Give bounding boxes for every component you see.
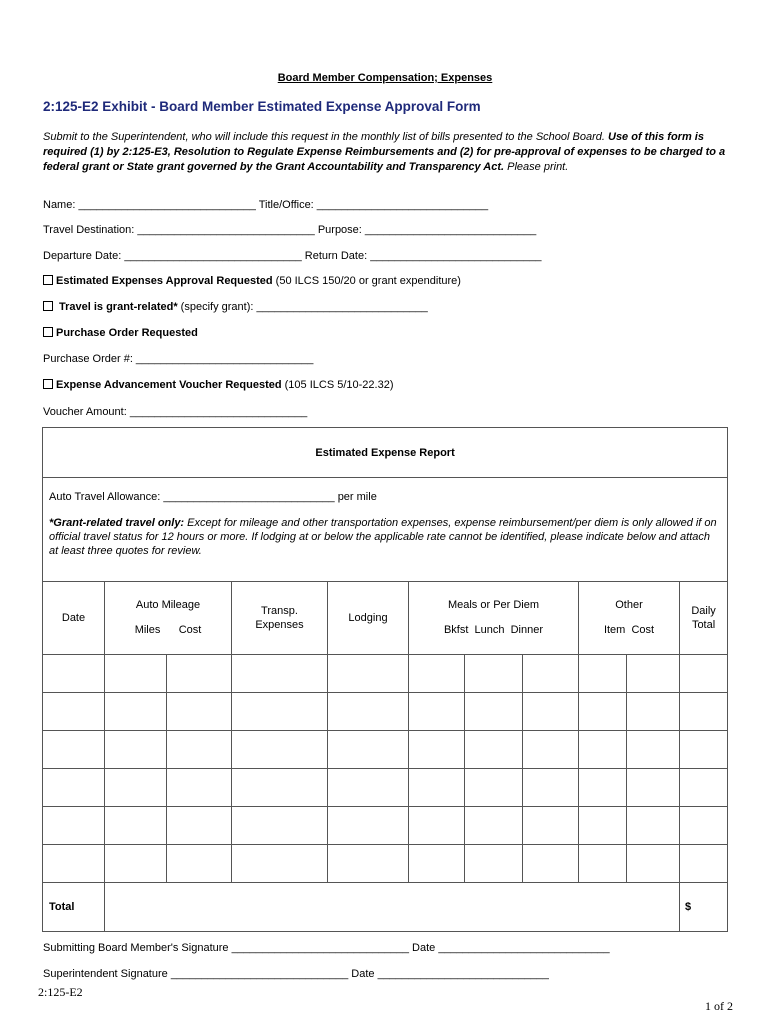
total-label: Total <box>43 883 105 932</box>
table-cell[interactable] <box>105 807 167 845</box>
expense-advancement-row <box>43 379 393 391</box>
board-member-signature-field[interactable]: Submitting Board Member's Signature _____________________________ Date ____________________________ <box>43 942 610 954</box>
estimated-expenses-label: Estimated Expenses Approval Requested <box>56 275 273 287</box>
table-cell[interactable] <box>465 807 523 845</box>
col-date: Date <box>43 582 105 655</box>
table-cell[interactable] <box>465 731 523 769</box>
table-row <box>43 807 728 845</box>
total-spacer <box>105 883 680 932</box>
destination-purpose-field[interactable]: Travel Destination: _____________________________ Purpose: ____________________________ <box>43 224 537 236</box>
col-miles-cost-label: Miles Cost <box>134 624 202 636</box>
table-cell[interactable] <box>627 807 680 845</box>
table-cell[interactable] <box>167 807 232 845</box>
expense-advancement-label: Expense Advancement Voucher Requested <box>56 379 282 391</box>
col-transp <box>232 582 328 655</box>
table-cell[interactable] <box>167 731 232 769</box>
col-item-cost-label: Item Cost <box>603 624 655 636</box>
col-meals-label: Meals or Per Diem <box>447 599 540 611</box>
grant-note-label: *Grant-related travel only: <box>49 517 185 529</box>
table-cell[interactable] <box>232 807 328 845</box>
estimated-expenses-checkbox[interactable] <box>43 275 53 285</box>
table-cell[interactable] <box>465 845 523 883</box>
table-cell[interactable] <box>232 731 328 769</box>
table-cell[interactable] <box>680 655 728 693</box>
intro-after: Please print. <box>504 161 569 173</box>
expense-report-table <box>42 427 728 932</box>
table-cell[interactable] <box>409 693 465 731</box>
table-cell[interactable] <box>232 655 328 693</box>
table-cell[interactable] <box>579 693 627 731</box>
table-cell[interactable] <box>680 769 728 807</box>
col-transp-line1: Transp. <box>261 605 298 617</box>
table-row <box>43 693 728 731</box>
table-cell[interactable] <box>409 655 465 693</box>
table-cell[interactable] <box>523 845 579 883</box>
table-cell[interactable] <box>105 769 167 807</box>
grant-related-row <box>43 301 428 313</box>
purchase-order-row <box>43 327 198 339</box>
intro-paragraph <box>43 130 733 175</box>
table-cell[interactable] <box>579 731 627 769</box>
col-other <box>579 582 680 655</box>
col-lodging: Lodging <box>328 582 409 655</box>
table-cell[interactable] <box>43 731 105 769</box>
table-cell[interactable] <box>579 807 627 845</box>
col-meals-sub-label: Bkfst Lunch Dinner <box>443 624 544 636</box>
table-cell[interactable] <box>409 731 465 769</box>
table-cell[interactable] <box>167 845 232 883</box>
table-cell[interactable] <box>232 769 328 807</box>
table-cell[interactable] <box>579 769 627 807</box>
table-cell[interactable] <box>167 769 232 807</box>
grant-specify-field[interactable]: (specify grant): ____________________________ <box>177 301 428 313</box>
table-cell[interactable] <box>43 655 105 693</box>
report-info <box>43 478 728 582</box>
footer-code: 2:125-E2 <box>38 985 83 999</box>
col-daily-line2: Total <box>691 619 716 631</box>
table-cell[interactable] <box>523 693 579 731</box>
estimated-expenses-row <box>43 275 461 287</box>
table-cell[interactable] <box>579 655 627 693</box>
table-cell[interactable] <box>465 769 523 807</box>
table-cell[interactable] <box>43 845 105 883</box>
table-cell[interactable] <box>328 807 409 845</box>
auto-allowance-field[interactable]: Auto Travel Allowance: ____________________________ per mile <box>49 491 377 503</box>
table-cell[interactable] <box>680 731 728 769</box>
grant-note <box>49 516 721 558</box>
table-cell[interactable] <box>43 769 105 807</box>
table-cell[interactable] <box>627 731 680 769</box>
table-cell[interactable] <box>523 807 579 845</box>
table-cell[interactable] <box>105 655 167 693</box>
intro-plain: Submit to the Superintendent, who will include this request in the monthly list of bills presented to the School Board. <box>43 131 608 143</box>
table-cell[interactable] <box>167 693 232 731</box>
table-cell[interactable] <box>465 693 523 731</box>
name-title-field[interactable]: Name: _____________________________ Title/Office: ____________________________ <box>43 199 489 211</box>
intro-bold: Use of this form is required (1) by 2:125-E3, Resolution to Regulate Expense Reimbursements and (2) for pre-approval of expenses to be charged to a federal grant or State grant governed by the Grant Accountability and Transparency Act. <box>43 131 726 173</box>
table-cell[interactable] <box>627 693 680 731</box>
table-row <box>43 769 728 807</box>
table-cell[interactable] <box>328 769 409 807</box>
table-cell[interactable] <box>43 693 105 731</box>
voucher-amount-field[interactable]: Voucher Amount: _____________________________ <box>43 406 308 418</box>
table-cell[interactable] <box>232 845 328 883</box>
form-title: 2:125-E2 Exhibit - Board Member Estimated Expense Approval Form <box>43 99 481 114</box>
table-cell[interactable] <box>167 655 232 693</box>
table-cell[interactable] <box>328 693 409 731</box>
table-cell[interactable] <box>105 845 167 883</box>
table-cell[interactable] <box>523 655 579 693</box>
purchase-order-field[interactable]: Purchase Order #: _____________________________ <box>43 353 314 365</box>
table-cell[interactable] <box>328 731 409 769</box>
expense-advancement-note: (105 ILCS 5/10-22.32) <box>281 379 394 391</box>
col-daily-total <box>680 582 728 655</box>
col-auto-mileage-label: Auto Mileage <box>135 599 201 611</box>
table-cell[interactable] <box>579 845 627 883</box>
total-amount-field[interactable]: $ <box>680 883 728 932</box>
total-row <box>43 883 728 932</box>
table-cell[interactable] <box>43 807 105 845</box>
header-title: Board Member Compensation; Expenses <box>277 72 493 84</box>
col-other-label: Other <box>615 599 643 611</box>
table-cell[interactable] <box>680 693 728 731</box>
table-cell[interactable] <box>409 845 465 883</box>
table-cell[interactable] <box>465 655 523 693</box>
col-auto-mileage <box>105 582 232 655</box>
table-row <box>43 655 728 693</box>
table-cell[interactable] <box>105 731 167 769</box>
table-cell[interactable] <box>409 769 465 807</box>
table-cell[interactable] <box>523 731 579 769</box>
page-number: 1 of 2 <box>705 999 733 1013</box>
report-title: Estimated Expense Report <box>43 428 728 478</box>
table-cell[interactable] <box>627 655 680 693</box>
table-cell[interactable] <box>328 845 409 883</box>
grant-note-text: Except for mileage and other transportation expenses, expense reimbursement/per diem is only allowed if on official travel status for 12 hours or more. If lodging at or below the applicable rate cannot be identified, please indicate below and attach at least three quotes for review. <box>49 517 717 557</box>
grant-related-checkbox[interactable] <box>43 301 53 311</box>
table-cell[interactable] <box>627 845 680 883</box>
departure-return-field[interactable]: Departure Date: _____________________________ Return Date: ____________________________ <box>43 250 542 262</box>
table-cell[interactable] <box>680 807 728 845</box>
table-cell[interactable] <box>627 769 680 807</box>
table-cell[interactable] <box>105 693 167 731</box>
table-cell[interactable] <box>409 807 465 845</box>
table-row <box>43 731 728 769</box>
purchase-order-checkbox[interactable] <box>43 327 53 337</box>
estimated-expenses-note: (50 ILCS 150/20 or grant expenditure) <box>272 275 461 287</box>
purchase-order-label: Purchase Order Requested <box>56 327 198 339</box>
grant-related-label: Travel is grant-related* <box>59 301 178 313</box>
col-meals <box>409 582 579 655</box>
table-cell[interactable] <box>523 769 579 807</box>
col-transp-line2: Expenses <box>255 619 304 631</box>
superintendent-signature-field[interactable]: Superintendent Signature _____________________________ Date ____________________________ <box>43 968 549 980</box>
table-row <box>43 845 728 883</box>
expense-advancement-checkbox[interactable] <box>43 379 53 389</box>
table-cell[interactable] <box>328 655 409 693</box>
col-daily-line1: Daily <box>691 605 716 617</box>
table-cell[interactable] <box>232 693 328 731</box>
table-cell[interactable] <box>680 845 728 883</box>
